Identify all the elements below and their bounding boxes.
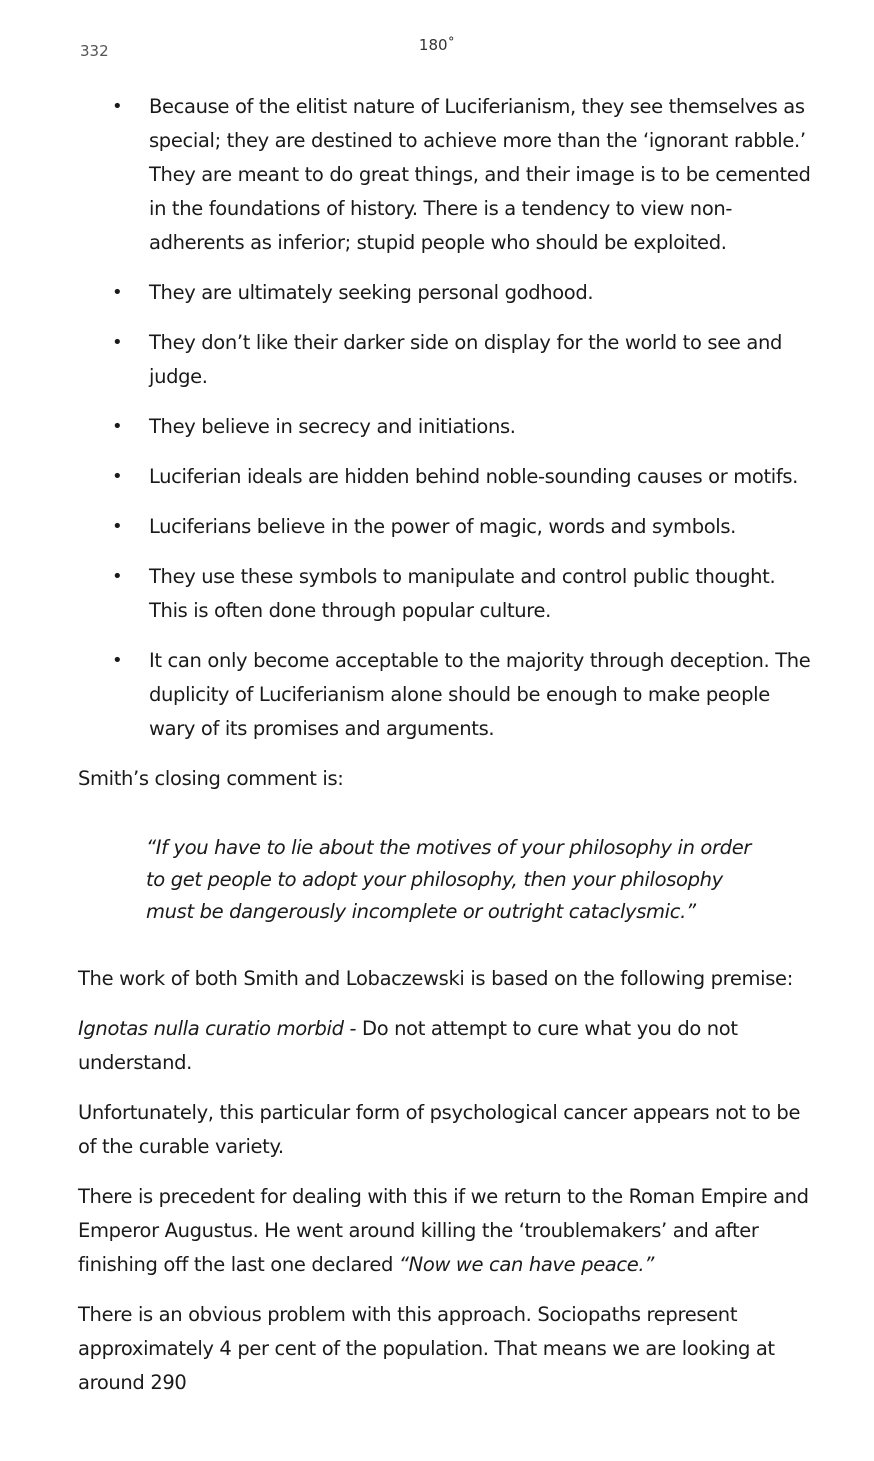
list-item-text: They use these symbols to manipulate and control public thought. This is often done through popular culture. — [149, 565, 776, 622]
bullet-icon: • — [112, 332, 123, 353]
bullet-list — [78, 90, 818, 746]
paragraph-augustus-text: There is precedent for dealing with this if we return to the Roman Empire and Emperor Augustus. He went around killing the ‘troublemakers’ and after finishing off the last one declared — [78, 1185, 809, 1276]
page-content — [78, 90, 818, 1416]
block-quote: “If you have to lie about the motives of your philosophy in order to get people to adopt your philosophy, then your philosophy must be dangerously incomplete or outright cataclysmic.” — [146, 836, 752, 923]
page-number: 332 — [80, 42, 109, 60]
list-item-text: They don’t like their darker side on display for the world to see and judge. — [149, 331, 782, 388]
latin-phrase: Ignotas nulla curatio morbid — [78, 1017, 344, 1040]
list-item-text: Luciferian ideals are hidden behind noble-sounding causes or motifs. — [149, 465, 799, 488]
list-item — [78, 510, 818, 544]
list-item — [78, 276, 818, 310]
list-item — [78, 560, 818, 628]
list-item-text: It can only become acceptable to the majority through deception. The duplicity of Luciferianism alone should be enough to make people wary of its promises and arguments. — [149, 649, 811, 740]
bullet-icon: • — [112, 416, 123, 437]
bullet-icon: • — [112, 650, 123, 671]
bullet-icon: • — [112, 516, 123, 537]
list-item-text: Because of the elitist nature of Luciferianism, they see themselves as special; they are destined to achieve more than the ‘ignorant rabble.’ They are meant to do great things, and their image is to be cemented in the foundations of history. There is a tendency to view non-adherents as inferior; stupid people who should be exploited. — [149, 95, 811, 254]
list-item — [78, 90, 818, 260]
bullet-icon: • — [112, 566, 123, 587]
list-item-text: They believe in secrecy and initiations. — [149, 415, 516, 438]
list-item-text: They are ultimately seeking personal godhood. — [149, 281, 594, 304]
paragraph-sociopaths: There is an obvious problem with this approach. Sociopaths represent approximately 4 per cent of the population. That means we are looking at around 290 — [78, 1303, 775, 1394]
paragraph-latin — [78, 1012, 818, 1080]
paragraph-augustus — [78, 1180, 818, 1282]
list-item — [78, 410, 818, 444]
list-item-text: Luciferians believe in the power of magic, words and symbols. — [149, 515, 737, 538]
list-item — [78, 460, 818, 494]
bullet-icon: • — [112, 282, 123, 303]
running-head: 180˚ — [418, 36, 456, 54]
list-item — [78, 644, 818, 746]
augustus-quote: “Now we can have peace.” — [398, 1253, 655, 1276]
bullet-icon: • — [112, 466, 123, 487]
paragraph-premise: The work of both Smith and Lobaczewski is based on the following premise: — [78, 967, 793, 990]
bullet-icon: • — [112, 96, 123, 117]
list-item — [78, 326, 818, 394]
paragraph-cancer: Unfortunately, this particular form of psychological cancer appears not to be of the curable variety. — [78, 1101, 801, 1158]
closing-intro: Smith’s closing comment is: — [78, 767, 344, 790]
latin-translation: - Do not attempt to cure what you do not understand. — [78, 1017, 738, 1074]
